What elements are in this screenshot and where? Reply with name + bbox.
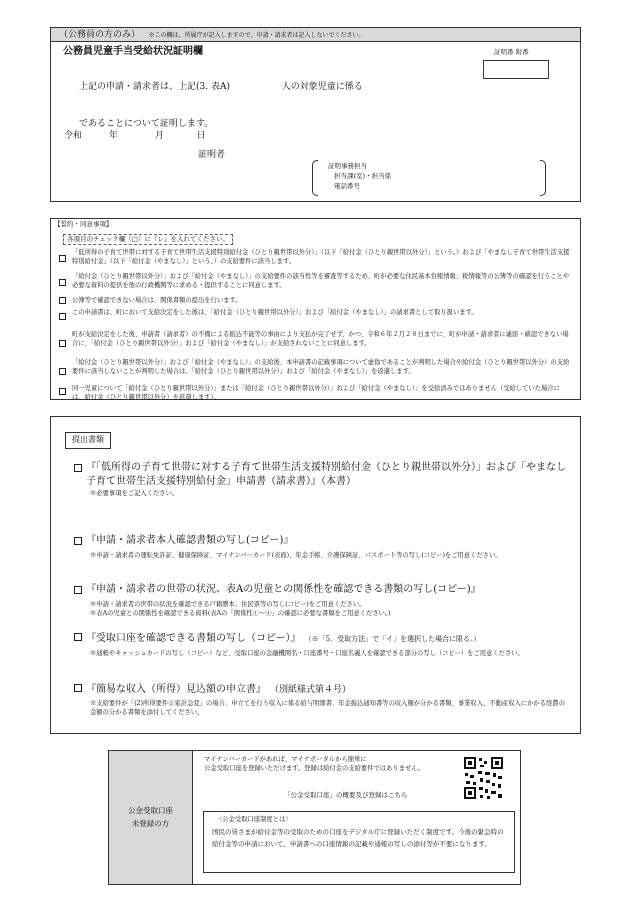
account-side-label-0: 公金受取口座 <box>128 805 173 815</box>
consent-item <box>59 248 579 266</box>
contact-line-2: 電話番号 <box>334 182 360 190</box>
consent-text: 「給付金（ひとり親世帯以外分）」および「給付金（やまなし）」の支給要件の該当性等を審査等するため、町が必要な住民基本台帳情報、税情報等の公簿等の確認を行うことや必要な資料の提供を他の行政機関等に求める・提供することに同意します。 <box>72 273 570 290</box>
contact-line-1: 担当課(室)・担当係 <box>334 172 392 180</box>
consent-title: 【誓約・同意事項】 <box>54 220 113 228</box>
date-month: 月 <box>154 131 164 141</box>
account-line-0: マイナンバーカードがあれば、マイナポータルから簡単に <box>204 756 367 763</box>
document-checkbox[interactable] <box>74 464 82 472</box>
document-title: 『申請・請求者本人確認書類の写し(コピー)』 <box>86 535 294 546</box>
consent-item <box>59 330 579 348</box>
official-date <box>64 130 206 142</box>
document-title-note: （※「5．受取方法」で「イ」を選択した場合に限る。） <box>304 635 481 643</box>
date-year: 年 <box>108 131 118 141</box>
document-checkbox[interactable] <box>74 633 82 641</box>
document-title: 『簡易な収入（所得）見込額の申立書』 <box>86 684 266 695</box>
consent-checkbox[interactable] <box>59 388 66 395</box>
consent-item <box>59 272 579 290</box>
official-line2: であることについて証明します。 <box>79 119 214 129</box>
document-note: ※通帳やキャッシュカードの写し（コピー）など、受取口座の金融機関名・口座番号・口座名義人を確認できる部分の写し（コピー）をご用意ください。 <box>90 650 524 657</box>
account-system-title: 〈公金受取口座制度とは〉 <box>216 816 292 823</box>
certifier-label: 証明者 <box>198 150 226 160</box>
account-link[interactable]: 「公金受取口座」の概要及び登録はこちら <box>284 791 408 799</box>
document-checkbox[interactable] <box>74 537 82 545</box>
consent-text: この申請書は、町において支給決定をした後は、「給付金（ひとり親世帯以外分）」および「給付金（やまなし）」の請求書として取り扱います。 <box>72 309 478 316</box>
official-line1-a: 上記の申請・請求者は、上記(3. 表A) <box>79 82 230 92</box>
document-title: 『申請・請求者の世帯の状況、表Aの児童との関係性を確認できる書類の写し(コピー)』 <box>86 584 481 595</box>
qr-code-icon[interactable] <box>463 756 504 800</box>
documents-title: 提出書類 <box>65 432 111 449</box>
consent-item <box>59 308 579 320</box>
document-item <box>74 583 570 618</box>
consent-checkbox[interactable] <box>59 368 66 375</box>
account-side-label-1: 未登録の方 <box>131 818 170 828</box>
consent-instruction: 各項目のチェック欄（□）に『レ』を入れてください。 <box>63 234 233 245</box>
document-note: ※必要事項をご記入ください。 <box>90 490 179 497</box>
consent-item <box>59 296 579 305</box>
consent-checkbox[interactable] <box>59 279 66 286</box>
account-line-1: 公金受取口座を登録いただけます。登録は給付金の支給要件ではありません。 <box>204 765 425 773</box>
official-line1-b: 人の対象児童に係る <box>281 82 363 92</box>
contact-bracket-right <box>540 160 546 196</box>
official-header-label: （公務員の方のみ） <box>59 30 141 40</box>
official-line1 <box>79 81 363 93</box>
document-title: 『受取口座を確認できる書類の写し（コピー）』 <box>86 633 301 644</box>
document-item <box>74 632 570 658</box>
document-item <box>74 683 570 717</box>
document-title: 『「低所得の子育て世帯に対する子育て世帯生活支援特別給付金（ひとり親世帯以外分）」および「やまなし子育て世帯生活支援特別給付金」申請書（請求書）』（本書） <box>86 462 566 487</box>
consent-checkbox[interactable] <box>59 255 66 262</box>
consent-checkbox[interactable] <box>59 297 66 304</box>
consent-text: 「給付金（ひとり親世帯以外分）」および「給付金（やまなし）」の支給後、本申請書の記載事項について虚偽であることが判明した場合や給付金（ひとり親世帯以外分）の支給要件に該当しないことが判明した場合は、「給付金（ひとり親世帯以外分）」および「給付金（やまなし）」を返還します。 <box>72 359 570 376</box>
document-item <box>74 461 570 498</box>
consent-checkbox[interactable] <box>59 340 66 347</box>
consent-checkbox[interactable] <box>59 313 66 320</box>
document-item <box>74 534 570 560</box>
account-system-text: 国民の皆さまが給付金等の受取のための口座をデジタル庁に登録いただく制度です。今後の緊急時の給付金等の申請において、申請書への口座情報の記載や通帳の写しの添付等が不要になります。 <box>212 828 504 848</box>
document-title-note: （別紙様式第４号） <box>270 685 352 695</box>
date-era: 令和 <box>64 131 83 141</box>
document-checkbox[interactable] <box>74 684 82 692</box>
consent-text: 同一児童について「給付金（ひとり親世帯以外分）」または「給付金（ひとり親世帯以外分）」および「給付金（やまなし）」を受給済みではありません（受給していた場合には、給付金（ひとり親世帯以外分）を返還します）。 <box>72 385 560 402</box>
document-checkbox[interactable] <box>74 586 82 594</box>
consent-text: 町が支給決定をした後、申請者（請求者）の不備による振込不能等の事由により支払が完了せず、かつ、令和６年２月２８日までに、町が申請・請求者に連絡・確認できない場合に、「給付金（ひとり親世帯以外分）」および「給付金（やまなし）」が支給されないことに同意します。 <box>72 331 569 348</box>
official-header-note: ※この欄は、所属庁が記入しますので、申請・請求者は記入しないでください。 <box>148 32 365 39</box>
official-header <box>51 28 580 42</box>
account-intro <box>204 755 458 773</box>
account-system-box <box>203 811 515 873</box>
cert-number-label: 証明番 附番 <box>494 48 529 56</box>
cert-number-field[interactable] <box>483 60 549 79</box>
consent-text: 「低所得の子育て世帯に対する子育て世帯生活支援特別給付金（ひとり親世帯以外分）」（以下「給付金（ひとり親世帯以外分）」という。）および「やまなし子育て世帯生活支援特別給付金」（以下「給付金（やまなし）」という。）の支給要件に該当します。 <box>72 249 570 266</box>
consent-text: 公簿等で確認できない場合は、関係書類の提出を行います。 <box>72 297 242 304</box>
document-note: ※支給要件が「(2)所得要件②家計急変」の場合、申立てを行う収入に係る給与明細書、年金振込通知書等の収入額が分かる書類、事業収入、不動産収入にかかる経費の金額の分かる書類を添付してください。 <box>90 700 565 717</box>
contact-bracket-left <box>312 160 318 196</box>
document-note: ※申請・請求者の運転免許証、健康保険証、マイナンバーカード(表面)、年金手帳、介護保険証、パスポート等の写し(コピー)をご用意ください。 <box>90 552 502 559</box>
contact-line-0: 証明事務担当 <box>328 162 367 170</box>
consent-item <box>59 358 579 376</box>
date-day: 日 <box>196 131 206 141</box>
document-note: ※申請・請求者の世帯の状況を確認できる戸籍謄本、住民票等の写し(コピー)をご用意ください。 <box>90 601 366 608</box>
account-side <box>109 751 193 884</box>
consent-item <box>59 384 579 402</box>
official-title: 公務員児童手当受給状況証明欄 <box>63 46 203 57</box>
document-note: ※表Aの児童との関係性を確認できる資料(表Aの「関係性①～④」の確認に必要な書類をご用意ください。) <box>90 610 391 618</box>
